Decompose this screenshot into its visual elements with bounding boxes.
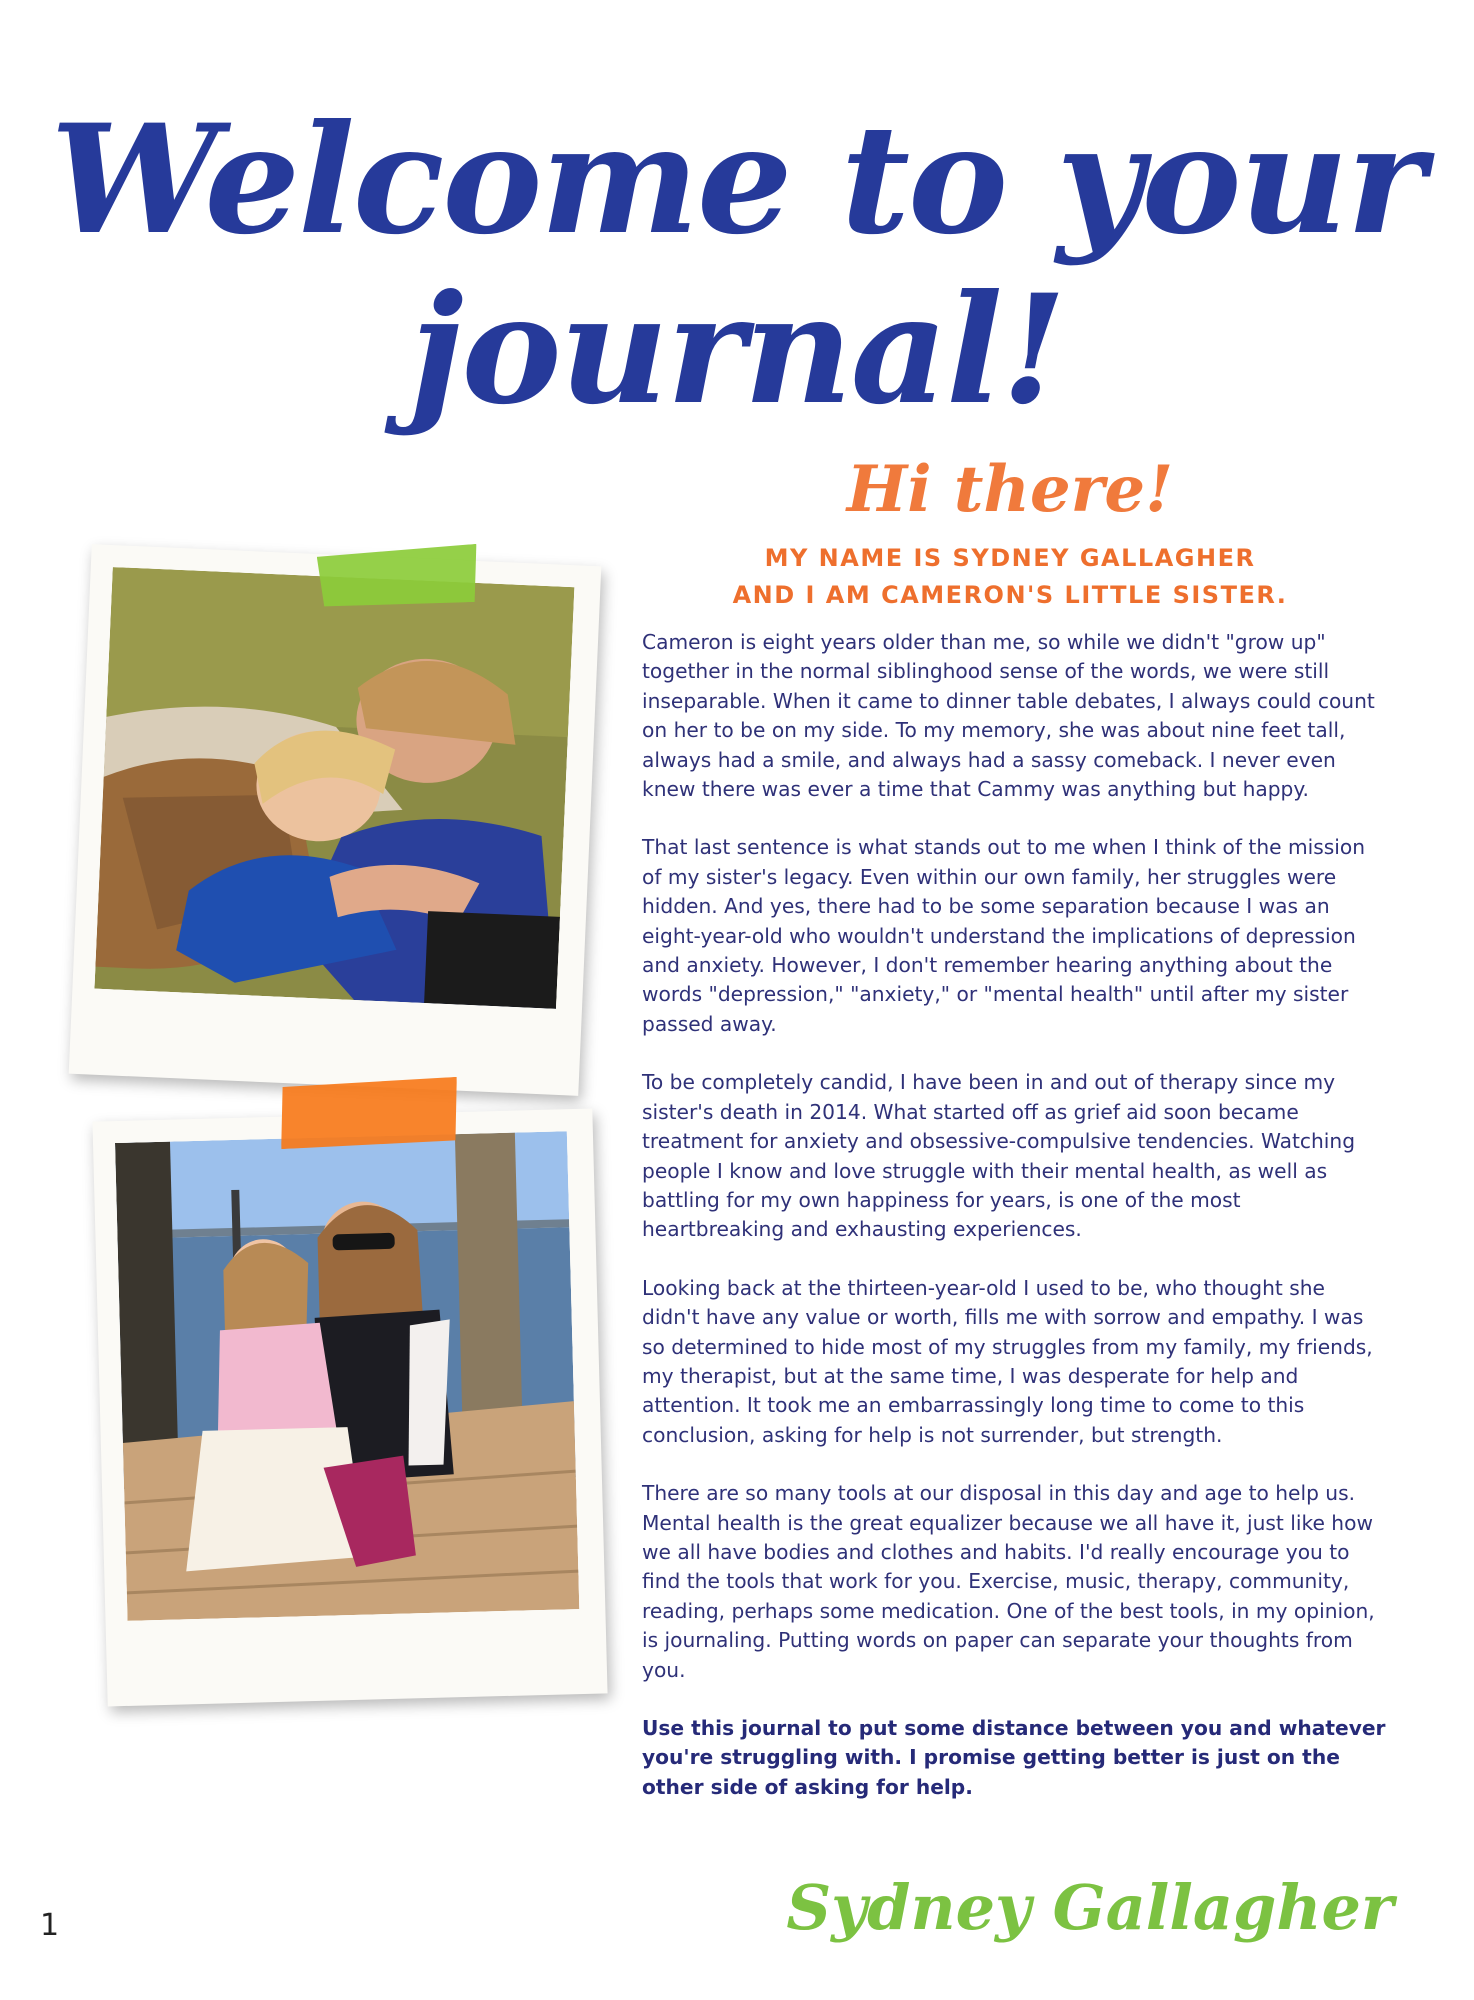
photo-sisters-cuddling-couch: [94, 567, 574, 1009]
closing-paragraph: Use this journal to put some distance between you and whatever you're struggling with. I promise getting better is just on the other side of asking for help.: [642, 1716, 1386, 1799]
signature: Sydney Gallagher: [786, 1871, 1394, 1944]
letter-body: [642, 628, 1387, 1802]
polaroid-frame-1: [69, 544, 602, 1096]
tape-green: [317, 544, 480, 610]
paragraph: That last sentence is what stands out to me when I think of the mission of my sister's legacy. Even within our own family, her struggles were hidden. And yes, there had to be some separation because I was an eight-year-old who wouldn't understand the implications of depression and anxiety. However, I don't remember hearing anything about the words "depression," "anxiety," or "mental health" until after my sister passed away.: [642, 835, 1366, 1036]
paragraph: To be completely candid, I have been in and out of therapy since my sister's death in 2014. What started off as grief aid soon became treatment for anxiety and obsessive-compulsive tendencies. Watching people I know and love struggle with their mental health, as well as battling for my own happiness for years, is one of the most heartbreaking and exhausting experiences.: [642, 1070, 1356, 1242]
intro-line-1: MY NAME IS SYDNEY GALLAGHER: [764, 544, 1256, 572]
paragraph: Cameron is eight years older than me, so while we didn't "grow up" together in the normal siblinghood sense of the words, we were still inseparable. When it came to dinner table debates, I always could count on her to be on my side. To my memory, she was about nine feet tall, always had a smile, and always had a sassy comeback. I never even knew there was ever a time that Cammy was anything but happy.: [642, 630, 1375, 802]
polaroid-frame-2: [92, 1109, 607, 1707]
paragraph: There are so many tools at our disposal in this day and age to help us. Mental health is the great equalizer because we all have it, just like how we all have bodies and clothes and habits. I'd really encourage you to find the tools that work for you. Exercise, music, therapy, community, reading, perhaps some medication. One of the best tools, in my opinion, is journaling. Putting words on paper can separate your thoughts from you.: [642, 1481, 1375, 1682]
page-title: Welcome to your journal!: [50, 92, 1424, 438]
intro-subheading: [640, 540, 1380, 614]
photo-sisters-on-dock: [115, 1131, 579, 1621]
intro-line-2: AND I AM CAMERON'S LITTLE SISTER.: [732, 581, 1288, 609]
paragraph: Looking back at the thirteen-year-old I used to be, who thought she didn't have any value or worth, fills me with sorrow and empathy. I was so determined to hide most of my struggles from my family, my friends, my therapist, but at the same time, I was desperate for help and attention. It took me an embarrassingly long time to come to this conclusion, asking for help is not surrender, but strength.: [642, 1275, 1373, 1447]
tape-orange: [279, 1077, 459, 1149]
greeting-heading: Hi there!: [846, 452, 1174, 527]
page-number: 1: [40, 1908, 60, 1943]
